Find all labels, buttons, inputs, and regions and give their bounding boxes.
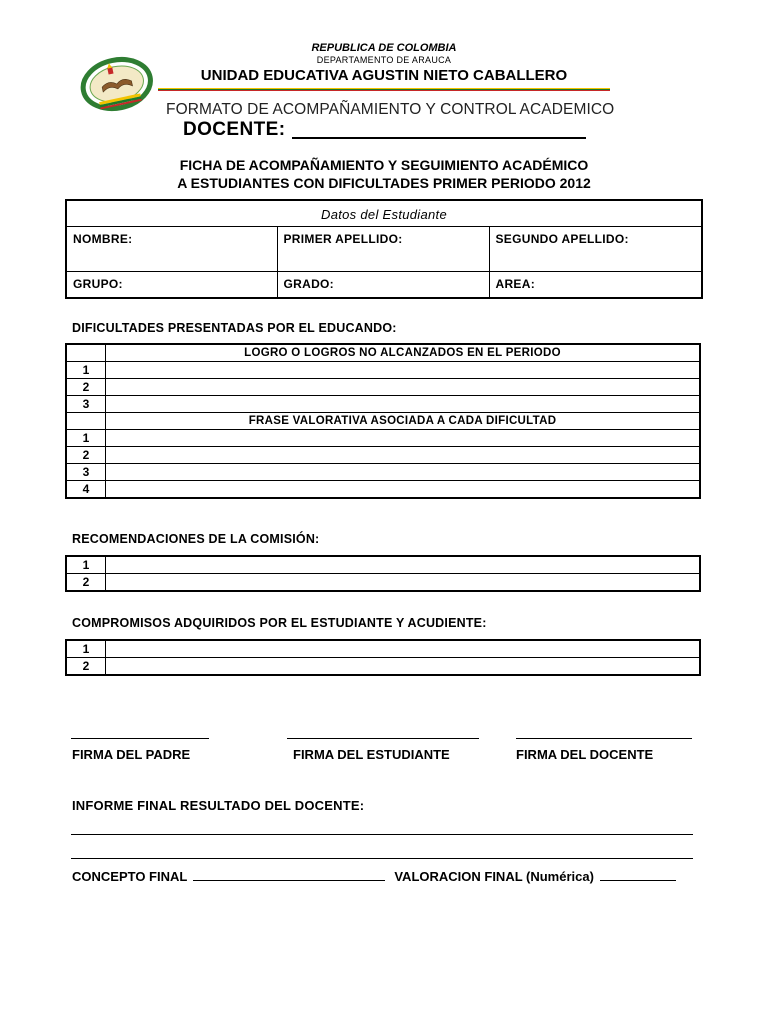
row-number: 2 bbox=[66, 447, 106, 464]
grade-field[interactable]: GRADO: bbox=[277, 272, 489, 298]
logro-entry[interactable] bbox=[106, 362, 701, 379]
format-title: FORMATO DE ACOMPAÑAMIENTO Y CONTROL ACADEMICO bbox=[166, 101, 615, 118]
docente-label: DOCENTE: bbox=[183, 119, 286, 140]
row-number: 3 bbox=[66, 464, 106, 481]
difficulties-label: DIFICULTADES PRESENTADAS POR EL EDUCANDO: bbox=[72, 321, 397, 335]
recommendation-entry[interactable] bbox=[106, 574, 701, 592]
student-data-heading: Datos del Estudiante bbox=[66, 200, 702, 227]
logros-header: LOGRO O LOGROS NO ALCANZADOS EN EL PERIODO bbox=[106, 344, 701, 362]
father-signature-label: FIRMA DEL PADRE bbox=[72, 747, 191, 762]
final-report-line-1[interactable] bbox=[71, 834, 693, 835]
table-row bbox=[66, 447, 700, 464]
department-heading: DEPARTAMENTO DE ARAUCA bbox=[316, 55, 452, 65]
frase-entry[interactable] bbox=[106, 430, 701, 447]
final-concept-row bbox=[72, 869, 676, 884]
header-flag-rule bbox=[158, 88, 610, 91]
commitment-entry[interactable] bbox=[106, 640, 701, 658]
student-signature-label: FIRMA DEL ESTUDIANTE bbox=[293, 747, 450, 762]
logro-entry[interactable] bbox=[106, 379, 701, 396]
school-name: UNIDAD EDUCATIVA AGUSTIN NIETO CABALLERO bbox=[200, 67, 568, 84]
concept-final-input[interactable] bbox=[193, 869, 385, 881]
commitments-label: COMPROMISOS ADQUIRIDOS POR EL ESTUDIANTE Y ACUDIENTE: bbox=[72, 616, 487, 630]
row-number: 1 bbox=[66, 640, 106, 658]
concept-final-label: CONCEPTO FINAL bbox=[72, 869, 188, 884]
difficulties-table bbox=[65, 343, 701, 499]
form-title-line-2: A ESTUDIANTES CON DIFICULTADES PRIMER PERIODO 2012 bbox=[177, 175, 591, 191]
table-row bbox=[66, 396, 700, 413]
valoracion-final-label: VALORACION FINAL (Numérica) bbox=[394, 869, 594, 884]
country-heading: REPUBLICA DE COLOMBIA bbox=[311, 42, 457, 54]
row-number: 4 bbox=[66, 481, 106, 499]
logro-entry[interactable] bbox=[106, 396, 701, 413]
name-field[interactable]: NOMBRE: bbox=[66, 227, 277, 272]
recommendations-table bbox=[65, 555, 701, 592]
frase-entry[interactable] bbox=[106, 481, 701, 499]
row-number: 1 bbox=[66, 362, 106, 379]
first-surname-field[interactable]: PRIMER APELLIDO: bbox=[277, 227, 489, 272]
teacher-signature-line[interactable] bbox=[516, 738, 692, 739]
row-number: 2 bbox=[66, 574, 106, 592]
form-title-line-1: FICHA DE ACOMPAÑAMIENTO Y SEGUIMIENTO ACADÉMICO bbox=[179, 157, 589, 173]
teacher-signature-label: FIRMA DEL DOCENTE bbox=[516, 747, 654, 762]
table-row bbox=[66, 362, 700, 379]
frase-entry[interactable] bbox=[106, 447, 701, 464]
second-surname-field[interactable]: SEGUNDO APELLIDO: bbox=[489, 227, 702, 272]
header-spacer-cell bbox=[66, 344, 106, 362]
header-spacer-cell bbox=[66, 413, 106, 430]
student-data-table bbox=[65, 199, 703, 299]
table-row bbox=[66, 658, 700, 676]
row-number: 2 bbox=[66, 379, 106, 396]
area-field[interactable]: AREA: bbox=[489, 272, 702, 298]
row-number: 3 bbox=[66, 396, 106, 413]
recommendations-label: RECOMENDACIONES DE LA COMISIÓN: bbox=[72, 532, 320, 546]
docente-input-line[interactable] bbox=[292, 137, 586, 139]
table-row bbox=[66, 574, 700, 592]
father-signature-line[interactable] bbox=[71, 738, 209, 739]
row-number: 1 bbox=[66, 556, 106, 574]
final-report-line-2[interactable] bbox=[71, 858, 693, 859]
row-number: 2 bbox=[66, 658, 106, 676]
table-row bbox=[66, 379, 700, 396]
frase-header: FRASE VALORATIVA ASOCIADA A CADA DIFICULTAD bbox=[106, 413, 701, 430]
valoracion-final-input[interactable] bbox=[600, 869, 676, 881]
table-row bbox=[66, 464, 700, 481]
table-row bbox=[66, 640, 700, 658]
table-row bbox=[66, 481, 700, 499]
frase-entry[interactable] bbox=[106, 464, 701, 481]
table-row bbox=[66, 430, 700, 447]
final-report-label: INFORME FINAL RESULTADO DEL DOCENTE: bbox=[72, 798, 365, 813]
row-number: 1 bbox=[66, 430, 106, 447]
table-row bbox=[66, 556, 700, 574]
student-signature-line[interactable] bbox=[287, 738, 479, 739]
recommendation-entry[interactable] bbox=[106, 556, 701, 574]
commitment-entry[interactable] bbox=[106, 658, 701, 676]
commitments-table bbox=[65, 639, 701, 676]
group-field[interactable]: GRUPO: bbox=[66, 272, 277, 298]
